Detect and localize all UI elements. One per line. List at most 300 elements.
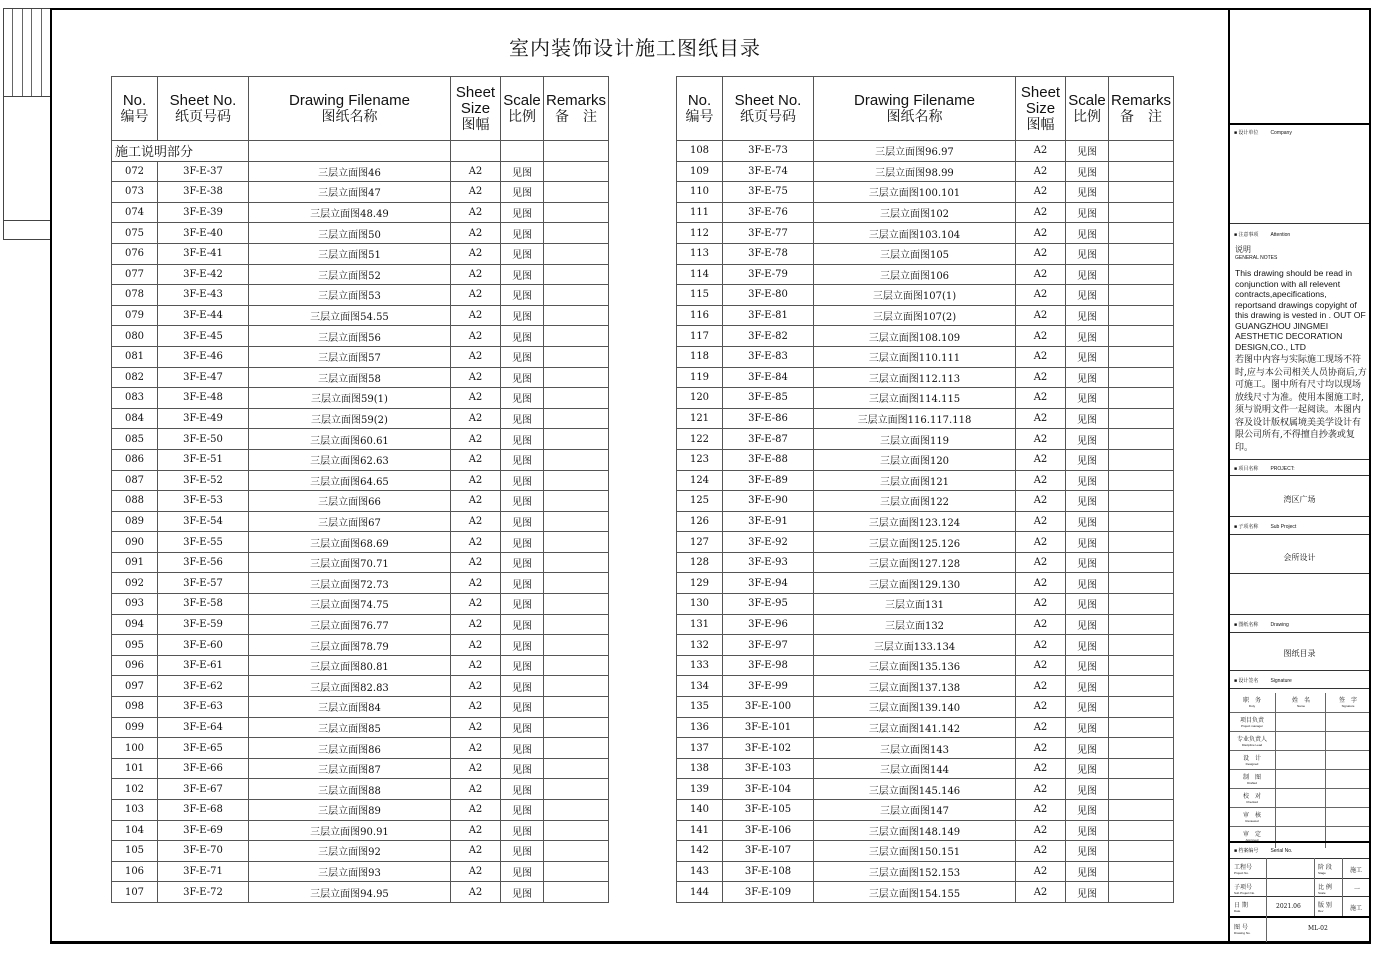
cell-sheet-no: 3F-E-107 bbox=[723, 841, 814, 862]
cell-size: A2 bbox=[451, 202, 501, 223]
cell-no: 089 bbox=[112, 511, 158, 532]
table-row bbox=[112, 305, 609, 326]
cell-remarks bbox=[1109, 655, 1174, 676]
cell-size: A2 bbox=[451, 800, 501, 821]
table-row bbox=[677, 388, 1174, 409]
cell-size: A2 bbox=[451, 429, 501, 450]
notes-heading: 说明 GENERAL NOTES bbox=[1235, 245, 1278, 261]
cell-remarks bbox=[544, 779, 609, 800]
cell-scale: 见图 bbox=[501, 223, 544, 244]
cell-no: 134 bbox=[677, 676, 723, 697]
cell-scale: 见图 bbox=[501, 882, 544, 903]
table-row bbox=[112, 738, 609, 759]
cell-remarks bbox=[544, 511, 609, 532]
notes-chinese: 若图中内容与实际施工现场不符时,应与本公司相关人员协商后,方可施工。图中所有尺寸均以现场放线尺寸为准。使用本图施工时,须与说明文件一起阅读。本图内容及设计版权属境美美学设计有限公司所有,不得擅自抄袭或复印。 bbox=[1235, 355, 1367, 453]
cell-remarks bbox=[1109, 264, 1174, 285]
cell-remarks bbox=[544, 532, 609, 553]
cell-remarks bbox=[544, 388, 609, 409]
cell-remarks bbox=[1109, 800, 1174, 821]
table-row bbox=[677, 511, 1174, 532]
cell-remarks bbox=[1109, 367, 1174, 388]
cell-remarks bbox=[544, 552, 609, 573]
cell-sheet-no: 3F-E-88 bbox=[723, 449, 814, 470]
cell-filename: 三层立面图84 bbox=[249, 697, 451, 718]
table-row bbox=[112, 882, 609, 903]
cell-remarks bbox=[544, 429, 609, 450]
cell-sheet-no: 3F-E-99 bbox=[723, 676, 814, 697]
cell-remarks bbox=[1109, 202, 1174, 223]
cell-sheet-no: 3F-E-71 bbox=[158, 861, 249, 882]
cell-sheet-no: 3F-E-80 bbox=[723, 285, 814, 306]
cell-filename: 三层立面图72.73 bbox=[249, 573, 451, 594]
cell-scale: 见图 bbox=[501, 429, 544, 450]
cell-filename: 三层立面图107(1) bbox=[814, 285, 1016, 306]
cell-scale: 见图 bbox=[1066, 800, 1109, 821]
cell-filename: 三层立面图147 bbox=[814, 800, 1016, 821]
table-row bbox=[112, 594, 609, 615]
table-row bbox=[677, 141, 1174, 162]
cell-scale: 见图 bbox=[501, 326, 544, 347]
cell-scale: 见图 bbox=[1066, 326, 1109, 347]
cell-remarks bbox=[1109, 449, 1174, 470]
cell-no: 123 bbox=[677, 449, 723, 470]
cell-scale: 见图 bbox=[1066, 243, 1109, 264]
cell-size: A2 bbox=[451, 758, 501, 779]
cell-filename: 三层立面图107(2) bbox=[814, 305, 1016, 326]
cell-sheet-no: 3F-E-38 bbox=[158, 182, 249, 203]
cell-filename: 三层立面图88 bbox=[249, 779, 451, 800]
cell-filename: 三层立面132 bbox=[814, 614, 1016, 635]
cell-no: 110 bbox=[677, 182, 723, 203]
table-header-row bbox=[677, 77, 1174, 141]
table-row bbox=[677, 243, 1174, 264]
cell-filename: 三层立面图59(1) bbox=[249, 388, 451, 409]
table-row bbox=[112, 429, 609, 450]
table-row bbox=[112, 697, 609, 718]
cell-filename: 三层立面图68.69 bbox=[249, 532, 451, 553]
cell-scale: 见图 bbox=[1066, 655, 1109, 676]
cell-filename: 三层立面图144 bbox=[814, 758, 1016, 779]
cell-no: 083 bbox=[112, 388, 158, 409]
cell-sheet-no: 3F-E-69 bbox=[158, 820, 249, 841]
cell-size: A2 bbox=[451, 861, 501, 882]
cell-scale: 见图 bbox=[501, 182, 544, 203]
cell-remarks bbox=[544, 841, 609, 862]
cell-filename: 三层立面图154.155 bbox=[814, 882, 1016, 903]
company-label: ■ 设计单位 Company bbox=[1234, 130, 1292, 136]
cell-sheet-no: 3F-E-94 bbox=[723, 573, 814, 594]
cell-size: A2 bbox=[1016, 470, 1066, 491]
cell-sheet-no: 3F-E-52 bbox=[158, 470, 249, 491]
table-row bbox=[677, 182, 1174, 203]
cell-filename: 三层立面图82.83 bbox=[249, 676, 451, 697]
cell-remarks bbox=[544, 491, 609, 512]
table-row bbox=[677, 346, 1174, 367]
cell-scale: 见图 bbox=[1066, 429, 1109, 450]
cell-no: 127 bbox=[677, 532, 723, 553]
table-row bbox=[677, 820, 1174, 841]
binding-strip-middle bbox=[4, 97, 50, 221]
col-header-filename: Drawing Filename 图纸名称 bbox=[249, 77, 451, 141]
cell-filename: 三层立面图119 bbox=[814, 429, 1016, 450]
cell-sheet-no: 3F-E-39 bbox=[158, 202, 249, 223]
cell-sheet-no: 3F-E-50 bbox=[158, 429, 249, 450]
cell-filename: 三层立面图56 bbox=[249, 326, 451, 347]
cell-sheet-no: 3F-E-86 bbox=[723, 408, 814, 429]
cell-size: A2 bbox=[451, 367, 501, 388]
col-header-filename: Drawing Filename 图纸名称 bbox=[814, 77, 1016, 141]
cell-no: 077 bbox=[112, 264, 158, 285]
cell-remarks bbox=[544, 614, 609, 635]
table-row bbox=[112, 388, 609, 409]
cell-sheet-no: 3F-E-42 bbox=[158, 264, 249, 285]
cell-remarks bbox=[1109, 861, 1174, 882]
cell-sheet-no: 3F-E-45 bbox=[158, 326, 249, 347]
col-header-sheet-no: Sheet No. 纸页号码 bbox=[723, 77, 814, 141]
cell-sheet-no: 3F-E-57 bbox=[158, 573, 249, 594]
cell-size: A2 bbox=[451, 532, 501, 553]
signature-row: 审 定 Approved bbox=[1230, 826, 1369, 845]
project-value: 湾区广场 bbox=[1283, 495, 1316, 504]
cell-remarks bbox=[1109, 388, 1174, 409]
cell-scale: 见图 bbox=[501, 552, 544, 573]
cell-filename: 三层立面图152.153 bbox=[814, 861, 1016, 882]
cell-size: A2 bbox=[1016, 614, 1066, 635]
table-row bbox=[112, 367, 609, 388]
table-row bbox=[112, 511, 609, 532]
table-header-row bbox=[112, 77, 609, 141]
cell-size: A2 bbox=[1016, 182, 1066, 203]
cell-filename: 三层立面图148.149 bbox=[814, 820, 1016, 841]
section-label: 施工说明部分 bbox=[112, 141, 249, 162]
cell-scale: 见图 bbox=[1066, 552, 1109, 573]
cell-no: 095 bbox=[112, 635, 158, 656]
cell-scale: 见图 bbox=[1066, 223, 1109, 244]
cell-no: 104 bbox=[112, 820, 158, 841]
cell-size: A2 bbox=[451, 264, 501, 285]
cell-size: A2 bbox=[1016, 305, 1066, 326]
cell-scale: 见图 bbox=[501, 594, 544, 615]
cell-size: A2 bbox=[451, 614, 501, 635]
cell-no: 131 bbox=[677, 614, 723, 635]
cell-scale: 见图 bbox=[1066, 367, 1109, 388]
cell-remarks bbox=[1109, 841, 1174, 862]
table-row bbox=[112, 161, 609, 182]
cell-scale: 见图 bbox=[1066, 182, 1109, 203]
cell-size: A2 bbox=[1016, 161, 1066, 182]
cell-scale: 见图 bbox=[501, 202, 544, 223]
cell-sheet-no: 3F-E-78 bbox=[723, 243, 814, 264]
cell-filename: 三层立面图70.71 bbox=[249, 552, 451, 573]
page-title: 室内装饰设计施工图纸目录 bbox=[509, 36, 761, 60]
table-row bbox=[677, 861, 1174, 882]
cell-sheet-no: 3F-E-82 bbox=[723, 326, 814, 347]
cell-filename: 三层立面图52 bbox=[249, 264, 451, 285]
cell-sheet-no: 3F-E-72 bbox=[158, 882, 249, 903]
cell-sheet-no: 3F-E-63 bbox=[158, 697, 249, 718]
cell-size: A2 bbox=[1016, 676, 1066, 697]
cell-scale: 见图 bbox=[501, 717, 544, 738]
cell-filename: 三层立面图106 bbox=[814, 264, 1016, 285]
cell-filename: 三层立面图100.101 bbox=[814, 182, 1016, 203]
table-row bbox=[677, 408, 1174, 429]
cell-sheet-no: 3F-E-58 bbox=[158, 594, 249, 615]
signature-row: 专业负责人 Discipline Lead bbox=[1230, 731, 1369, 750]
col-header-remarks: Remarks 备 注 bbox=[544, 77, 609, 141]
cell-scale: 见图 bbox=[501, 449, 544, 470]
table-row bbox=[677, 779, 1174, 800]
cell-scale: 见图 bbox=[1066, 161, 1109, 182]
cell-no: 098 bbox=[112, 697, 158, 718]
table-row bbox=[112, 532, 609, 553]
cell-size: A2 bbox=[451, 305, 501, 326]
cell-no: 143 bbox=[677, 861, 723, 882]
table-row bbox=[677, 305, 1174, 326]
cell-remarks bbox=[544, 717, 609, 738]
cell-remarks bbox=[544, 882, 609, 903]
cell-filename: 三层立面图150.151 bbox=[814, 841, 1016, 862]
cell-scale: 见图 bbox=[501, 161, 544, 182]
cell-remarks bbox=[544, 697, 609, 718]
cell-size: A2 bbox=[1016, 800, 1066, 821]
cell-no: 118 bbox=[677, 346, 723, 367]
cell-sheet-no: 3F-E-93 bbox=[723, 552, 814, 573]
cell-remarks bbox=[1109, 285, 1174, 306]
cell-size: A2 bbox=[451, 161, 501, 182]
cell-remarks bbox=[1109, 326, 1174, 347]
cell-scale: 见图 bbox=[501, 346, 544, 367]
cell-no: 135 bbox=[677, 697, 723, 718]
cell-filename: 三层立面131 bbox=[814, 594, 1016, 615]
cell-scale: 见图 bbox=[501, 800, 544, 821]
cell-scale: 见图 bbox=[1066, 676, 1109, 697]
cell-remarks bbox=[544, 594, 609, 615]
cell-remarks bbox=[1109, 614, 1174, 635]
signature-row: 设 计 Designed bbox=[1230, 750, 1369, 769]
table-row bbox=[112, 243, 609, 264]
cell-filename: 三层立面图87 bbox=[249, 758, 451, 779]
table-row bbox=[112, 326, 609, 347]
cell-scale: 见图 bbox=[501, 305, 544, 326]
table-row bbox=[677, 676, 1174, 697]
cell-no: 121 bbox=[677, 408, 723, 429]
cell-sheet-no: 3F-E-48 bbox=[158, 388, 249, 409]
cell-remarks bbox=[544, 223, 609, 244]
table-row bbox=[677, 573, 1174, 594]
cell-size: A2 bbox=[1016, 717, 1066, 738]
cell-scale: 见图 bbox=[1066, 511, 1109, 532]
cell-size: A2 bbox=[1016, 511, 1066, 532]
col-header-scale: Scale 比例 bbox=[1066, 77, 1109, 141]
cell-remarks bbox=[1109, 594, 1174, 615]
cell-size: A2 bbox=[1016, 326, 1066, 347]
cell-scale: 见图 bbox=[501, 264, 544, 285]
cell-sheet-no: 3F-E-76 bbox=[723, 202, 814, 223]
cell-size: A2 bbox=[451, 573, 501, 594]
cell-filename: 三层立面图137.138 bbox=[814, 676, 1016, 697]
cell-no: 106 bbox=[112, 861, 158, 882]
cell-sheet-no: 3F-E-66 bbox=[158, 758, 249, 779]
cell-scale: 见图 bbox=[1066, 305, 1109, 326]
cell-size: A2 bbox=[451, 285, 501, 306]
table-row bbox=[112, 346, 609, 367]
cell-sheet-no: 3F-E-85 bbox=[723, 388, 814, 409]
table-row bbox=[677, 697, 1174, 718]
cell-no: 126 bbox=[677, 511, 723, 532]
cell-no: 084 bbox=[112, 408, 158, 429]
cell-sheet-no: 3F-E-90 bbox=[723, 491, 814, 512]
col-header-remarks: Remarks 备 注 bbox=[1109, 77, 1174, 141]
cell-sheet-no: 3F-E-109 bbox=[723, 882, 814, 903]
cell-sheet-no: 3F-E-89 bbox=[723, 470, 814, 491]
cell-sheet-no: 3F-E-98 bbox=[723, 655, 814, 676]
project-label: ■ 项目名称 PROJECT: bbox=[1234, 466, 1295, 472]
cell-filename: 三层立面图46 bbox=[249, 161, 451, 182]
cell-no: 136 bbox=[677, 717, 723, 738]
cell-filename: 三层立面图120 bbox=[814, 449, 1016, 470]
cell-filename: 三层立面图94.95 bbox=[249, 882, 451, 903]
cell-remarks bbox=[1109, 408, 1174, 429]
cell-remarks bbox=[1109, 491, 1174, 512]
cell-remarks bbox=[544, 243, 609, 264]
cell-no: 108 bbox=[677, 141, 723, 162]
cell-remarks bbox=[544, 676, 609, 697]
cell-remarks bbox=[1109, 223, 1174, 244]
cell-size: A2 bbox=[1016, 285, 1066, 306]
table-row bbox=[677, 202, 1174, 223]
drawing-name-value: 图纸目录 bbox=[1283, 649, 1316, 658]
cell-no: 137 bbox=[677, 738, 723, 759]
cell-sheet-no: 3F-E-108 bbox=[723, 861, 814, 882]
cell-no: 074 bbox=[112, 202, 158, 223]
cell-no: 139 bbox=[677, 779, 723, 800]
cell-scale: 见图 bbox=[501, 285, 544, 306]
cell-remarks bbox=[544, 470, 609, 491]
table-row bbox=[112, 614, 609, 635]
cell-scale: 见图 bbox=[501, 511, 544, 532]
signature-header: 职 务 Duty 姓 名 Name 签 字 Signature bbox=[1242, 697, 1357, 708]
cell-size: A2 bbox=[451, 717, 501, 738]
cell-no: 117 bbox=[677, 326, 723, 347]
col-header-scale: Scale 比例 bbox=[501, 77, 544, 141]
table-row bbox=[112, 841, 609, 862]
cell-filename: 三层立面图57 bbox=[249, 346, 451, 367]
cell-filename: 三层立面图112.113 bbox=[814, 367, 1016, 388]
cell-scale: 见图 bbox=[1066, 697, 1109, 718]
cell-remarks bbox=[544, 738, 609, 759]
cell-remarks bbox=[544, 202, 609, 223]
cell-remarks bbox=[1109, 429, 1174, 450]
cell-no: 092 bbox=[112, 573, 158, 594]
cell-scale: 见图 bbox=[501, 779, 544, 800]
signature-row: 校 对 Checked bbox=[1230, 788, 1369, 807]
cell-size: A2 bbox=[1016, 779, 1066, 800]
cell-filename: 三层立面图98.99 bbox=[814, 161, 1016, 182]
cell-no: 093 bbox=[112, 594, 158, 615]
table-row bbox=[112, 676, 609, 697]
cell-remarks bbox=[544, 655, 609, 676]
drawing-number: ML-02 bbox=[1308, 925, 1328, 932]
title-block: ■ 设计单位 Company ■ 注意事项 Attention 说明 GENERAL NOTES This drawing should be read in conjunction with all relevent contracts,apecifications, reportsand drawings copyight of this drawing is vested in . OUT OF GUANGZHOU JINGMEI AESTHETIC DECORATION DESIGN,CO., LTD 若图中内容与实际施工现场不符时,应与本公司相关人员协商后,方可施工。图中所有尺寸均以现场放线尺寸为准。使用本图施工时,须与说明文件一起阅读。本图内容及设计版权属境美美学设计有限公司所有,不得擅自抄袭或复印。 ■ 项目名称 PROJECT: 湾区广场 ■ 子项名称 Sub Project 会所设计 ■ 图纸名称 Drawing 图纸目录 ■ 设计签名 Signature 职 务 Duty 姓 名 Name 签 字 Signature 项目负责 Project manager 专业负责人 Discipline Lead 设 计 Designed 制 图 Drafted 校 对 Checked 审 核 Reviewed 审 定 Approved ■ 档案编号 Serial No. 工程号 Project No. 阶 段 Stage 施工 子项号 Sub Project No. 比 例 Scale 一 日 期 Date 2021.06 版 别 Rev 施工 图 号 Drawing No. ML-02 bbox=[1228, 10, 1369, 942]
cell-scale: 见图 bbox=[1066, 141, 1109, 162]
cell-filename: 三层立面图54.55 bbox=[249, 305, 451, 326]
cell-scale: 见图 bbox=[501, 243, 544, 264]
cell-scale: 见图 bbox=[1066, 470, 1109, 491]
cell-filename: 三层立面图66 bbox=[249, 491, 451, 512]
cell-scale: 见图 bbox=[501, 820, 544, 841]
cell-sheet-no: 3F-E-104 bbox=[723, 779, 814, 800]
cell-filename: 三层立面图67 bbox=[249, 511, 451, 532]
cell-scale: 见图 bbox=[1066, 758, 1109, 779]
cell-no: 105 bbox=[112, 841, 158, 862]
cell-remarks bbox=[544, 264, 609, 285]
cell-no: 122 bbox=[677, 429, 723, 450]
cell-sheet-no: 3F-E-92 bbox=[723, 532, 814, 553]
cell-scale: 见图 bbox=[501, 388, 544, 409]
table-row bbox=[677, 223, 1174, 244]
drawing-name-label: ■ 图纸名称 Drawing bbox=[1234, 622, 1289, 628]
cell-sheet-no: 3F-E-53 bbox=[158, 491, 249, 512]
cell-size: A2 bbox=[451, 635, 501, 656]
cell-scale: 见图 bbox=[1066, 346, 1109, 367]
cell-filename: 三层立面图122 bbox=[814, 491, 1016, 512]
cell-filename: 三层立面图110.111 bbox=[814, 346, 1016, 367]
table-row bbox=[677, 758, 1174, 779]
cell-size: A2 bbox=[451, 841, 501, 862]
cell-sheet-no: 3F-E-79 bbox=[723, 264, 814, 285]
table-row bbox=[677, 285, 1174, 306]
cell-sheet-no: 3F-E-74 bbox=[723, 161, 814, 182]
cell-remarks bbox=[1109, 141, 1174, 162]
cell-no: 072 bbox=[112, 161, 158, 182]
cell-scale: 见图 bbox=[1066, 388, 1109, 409]
table-row bbox=[677, 655, 1174, 676]
cell-size: A2 bbox=[1016, 429, 1066, 450]
cell-sheet-no: 3F-E-49 bbox=[158, 408, 249, 429]
cell-no: 144 bbox=[677, 882, 723, 903]
cell-sheet-no: 3F-E-105 bbox=[723, 800, 814, 821]
cell-size: A2 bbox=[1016, 820, 1066, 841]
cell-filename: 三层立面图86 bbox=[249, 738, 451, 759]
cell-size: A2 bbox=[451, 223, 501, 244]
cell-size: A2 bbox=[1016, 552, 1066, 573]
cell-no: 080 bbox=[112, 326, 158, 347]
cell-scale: 见图 bbox=[1066, 738, 1109, 759]
table-row bbox=[677, 326, 1174, 347]
cell-remarks bbox=[1109, 882, 1174, 903]
table-row bbox=[112, 285, 609, 306]
cell-size: A2 bbox=[451, 470, 501, 491]
cell-scale: 见图 bbox=[1066, 841, 1109, 862]
cell-remarks bbox=[1109, 758, 1174, 779]
cell-no: 125 bbox=[677, 491, 723, 512]
cell-sheet-no: 3F-E-62 bbox=[158, 676, 249, 697]
cell-remarks bbox=[544, 635, 609, 656]
cell-scale: 见图 bbox=[1066, 717, 1109, 738]
cell-scale: 见图 bbox=[1066, 532, 1109, 553]
cell-size: A2 bbox=[1016, 697, 1066, 718]
table-row bbox=[677, 161, 1174, 182]
cell-remarks bbox=[544, 408, 609, 429]
cell-no: 079 bbox=[112, 305, 158, 326]
cell-size: A2 bbox=[1016, 346, 1066, 367]
table-row bbox=[677, 738, 1174, 759]
table-row bbox=[677, 429, 1174, 450]
cell-no: 132 bbox=[677, 635, 723, 656]
cell-no: 112 bbox=[677, 223, 723, 244]
cell-no: 111 bbox=[677, 202, 723, 223]
cell-size: A2 bbox=[1016, 243, 1066, 264]
